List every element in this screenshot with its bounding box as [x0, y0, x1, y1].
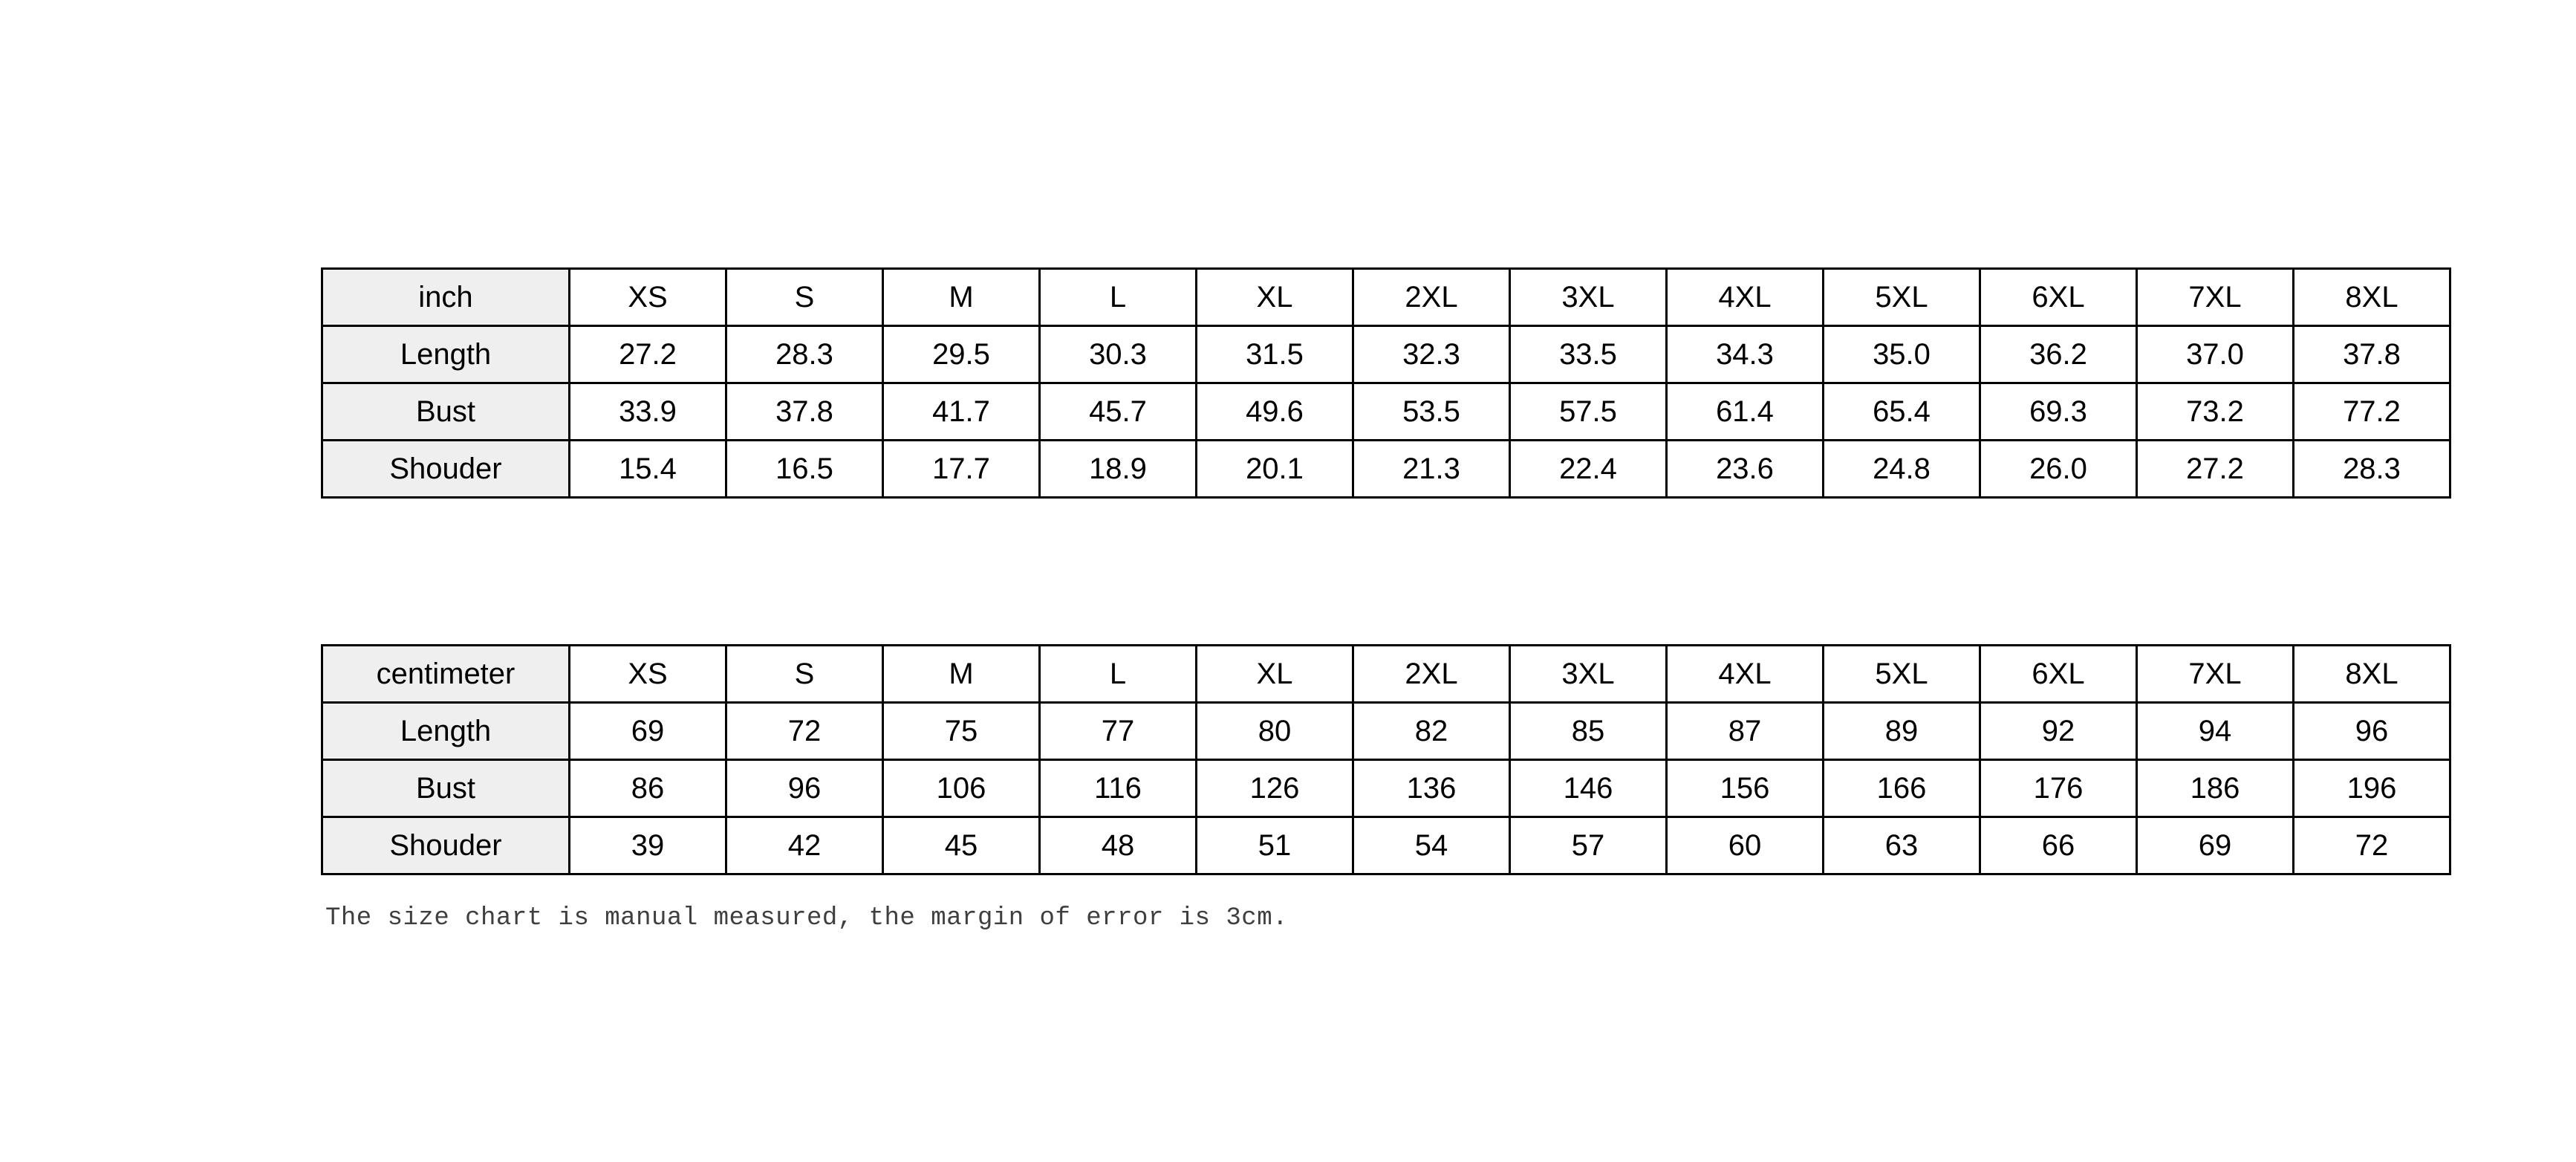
cell-shouder-4xl: 23.6	[1667, 441, 1824, 498]
table-row	[322, 326, 2450, 383]
table-row	[322, 760, 2450, 817]
cell-length-6xl: 36.2	[1980, 326, 2137, 383]
size-table-centimeter	[321, 644, 2451, 875]
row-label-bust: Bust	[322, 760, 570, 817]
cell-length-l: 30.3	[1040, 326, 1197, 383]
cell-shouder-s: 42	[726, 817, 883, 874]
measurement-note: The size chart is manual measured, the margin of error is 3cm.	[325, 904, 1289, 932]
cell-length-8xl: 96	[2294, 703, 2450, 760]
cell-bust-xs: 33.9	[570, 383, 726, 441]
size-header-4xl: 4XL	[1667, 646, 1824, 703]
cell-length-6xl: 92	[1980, 703, 2137, 760]
cell-length-7xl: 37.0	[2137, 326, 2294, 383]
cell-bust-l: 45.7	[1040, 383, 1197, 441]
cell-bust-2xl: 53.5	[1353, 383, 1510, 441]
cell-bust-m: 41.7	[883, 383, 1040, 441]
size-header-m: M	[883, 646, 1040, 703]
cell-bust-xl: 126	[1197, 760, 1353, 817]
cell-bust-2xl: 136	[1353, 760, 1510, 817]
cell-shouder-m: 17.7	[883, 441, 1040, 498]
cell-shouder-2xl: 54	[1353, 817, 1510, 874]
size-header-7xl: 7XL	[2137, 269, 2294, 326]
size-header-5xl: 5XL	[1824, 269, 1980, 326]
cell-shouder-l: 48	[1040, 817, 1197, 874]
cell-shouder-4xl: 60	[1667, 817, 1824, 874]
cell-length-3xl: 85	[1510, 703, 1667, 760]
cell-bust-s: 96	[726, 760, 883, 817]
cell-bust-8xl: 196	[2294, 760, 2450, 817]
cell-bust-4xl: 156	[1667, 760, 1824, 817]
cell-shouder-xl: 51	[1197, 817, 1353, 874]
cell-bust-xl: 49.6	[1197, 383, 1353, 441]
cell-bust-5xl: 166	[1824, 760, 1980, 817]
table-row	[322, 383, 2450, 441]
cell-length-s: 72	[726, 703, 883, 760]
cell-shouder-8xl: 72	[2294, 817, 2450, 874]
size-header-xs: XS	[570, 646, 726, 703]
size-header-6xl: 6XL	[1980, 646, 2137, 703]
cell-shouder-5xl: 24.8	[1824, 441, 1980, 498]
cell-length-5xl: 35.0	[1824, 326, 1980, 383]
cell-bust-3xl: 146	[1510, 760, 1667, 817]
size-header-l: L	[1040, 646, 1197, 703]
size-table-inch	[321, 267, 2451, 499]
cell-shouder-3xl: 22.4	[1510, 441, 1667, 498]
cell-shouder-7xl: 69	[2137, 817, 2294, 874]
table-row	[322, 269, 2450, 326]
cell-shouder-2xl: 21.3	[1353, 441, 1510, 498]
cell-bust-m: 106	[883, 760, 1040, 817]
cell-length-2xl: 32.3	[1353, 326, 1510, 383]
cell-length-xl: 80	[1197, 703, 1353, 760]
size-header-xl: XL	[1197, 269, 1353, 326]
cell-length-7xl: 94	[2137, 703, 2294, 760]
unit-header-inch: inch	[322, 269, 570, 326]
size-header-2xl: 2XL	[1353, 646, 1510, 703]
cell-bust-l: 116	[1040, 760, 1197, 817]
size-header-3xl: 3XL	[1510, 646, 1667, 703]
size-header-4xl: 4XL	[1667, 269, 1824, 326]
size-header-xs: XS	[570, 269, 726, 326]
cell-length-l: 77	[1040, 703, 1197, 760]
row-label-length: Length	[322, 326, 570, 383]
table-row	[322, 817, 2450, 874]
table-row	[322, 703, 2450, 760]
cell-bust-3xl: 57.5	[1510, 383, 1667, 441]
cell-shouder-6xl: 66	[1980, 817, 2137, 874]
cell-bust-s: 37.8	[726, 383, 883, 441]
cell-bust-6xl: 69.3	[1980, 383, 2137, 441]
cell-shouder-6xl: 26.0	[1980, 441, 2137, 498]
unit-header-centimeter: centimeter	[322, 646, 570, 703]
size-header-2xl: 2XL	[1353, 269, 1510, 326]
cell-length-4xl: 34.3	[1667, 326, 1824, 383]
size-header-6xl: 6XL	[1980, 269, 2137, 326]
cell-bust-6xl: 176	[1980, 760, 2137, 817]
cell-bust-7xl: 73.2	[2137, 383, 2294, 441]
cell-length-m: 75	[883, 703, 1040, 760]
cell-bust-5xl: 65.4	[1824, 383, 1980, 441]
cell-length-2xl: 82	[1353, 703, 1510, 760]
size-header-xl: XL	[1197, 646, 1353, 703]
size-header-s: S	[726, 646, 883, 703]
row-label-shouder: Shouder	[322, 441, 570, 498]
cell-length-xs: 27.2	[570, 326, 726, 383]
row-label-length: Length	[322, 703, 570, 760]
row-label-shouder: Shouder	[322, 817, 570, 874]
size-header-8xl: 8XL	[2294, 646, 2450, 703]
table-row	[322, 441, 2450, 498]
cell-shouder-xl: 20.1	[1197, 441, 1353, 498]
cell-length-xs: 69	[570, 703, 726, 760]
cell-bust-7xl: 186	[2137, 760, 2294, 817]
cell-length-3xl: 33.5	[1510, 326, 1667, 383]
size-header-5xl: 5XL	[1824, 646, 1980, 703]
size-header-8xl: 8XL	[2294, 269, 2450, 326]
size-header-7xl: 7XL	[2137, 646, 2294, 703]
cell-bust-4xl: 61.4	[1667, 383, 1824, 441]
table-row	[322, 646, 2450, 703]
size-header-s: S	[726, 269, 883, 326]
row-label-bust: Bust	[322, 383, 570, 441]
cell-shouder-7xl: 27.2	[2137, 441, 2294, 498]
cell-length-s: 28.3	[726, 326, 883, 383]
cell-shouder-xs: 39	[570, 817, 726, 874]
cell-shouder-l: 18.9	[1040, 441, 1197, 498]
cell-shouder-3xl: 57	[1510, 817, 1667, 874]
cell-shouder-8xl: 28.3	[2294, 441, 2450, 498]
cell-length-m: 29.5	[883, 326, 1040, 383]
cell-length-8xl: 37.8	[2294, 326, 2450, 383]
size-header-l: L	[1040, 269, 1197, 326]
cell-length-xl: 31.5	[1197, 326, 1353, 383]
cell-bust-8xl: 77.2	[2294, 383, 2450, 441]
cell-length-4xl: 87	[1667, 703, 1824, 760]
size-header-m: M	[883, 269, 1040, 326]
cell-shouder-m: 45	[883, 817, 1040, 874]
cell-shouder-s: 16.5	[726, 441, 883, 498]
size-header-3xl: 3XL	[1510, 269, 1667, 326]
cell-length-5xl: 89	[1824, 703, 1980, 760]
cell-bust-xs: 86	[570, 760, 726, 817]
cell-shouder-xs: 15.4	[570, 441, 726, 498]
cell-shouder-5xl: 63	[1824, 817, 1980, 874]
